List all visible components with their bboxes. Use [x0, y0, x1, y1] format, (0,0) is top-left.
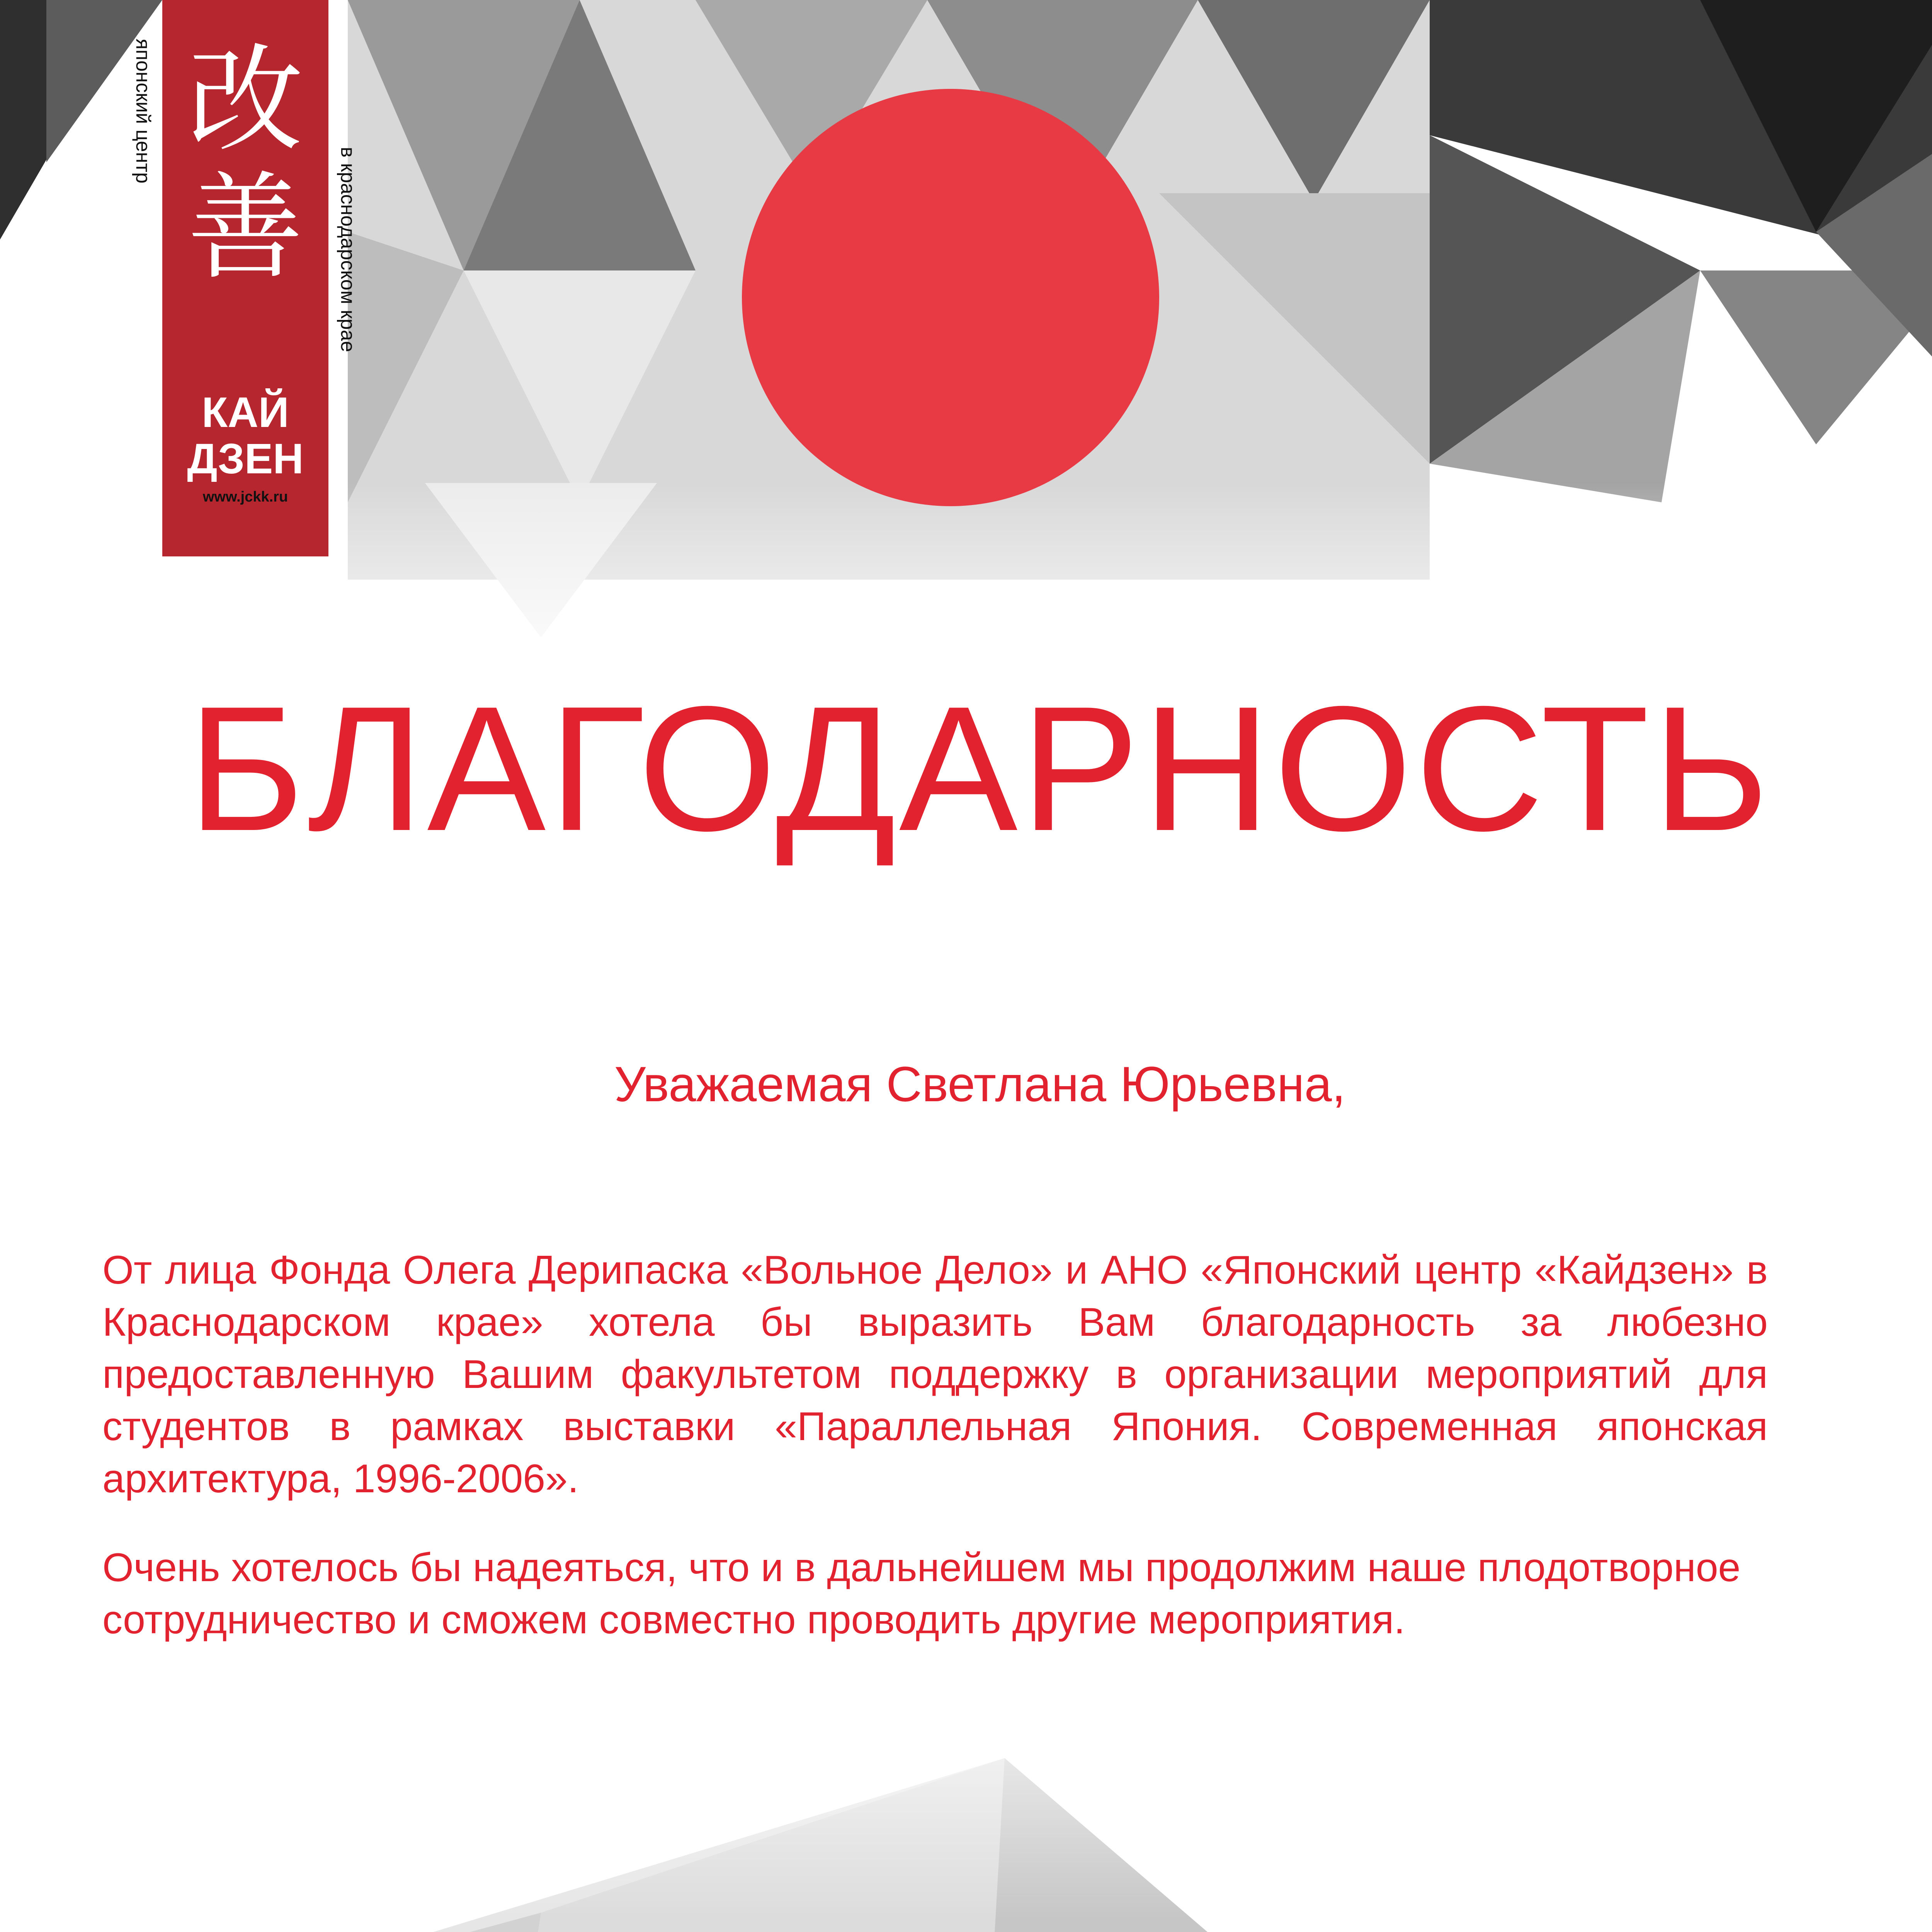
kaizen-vertical-right: в краснодарском крае: [337, 147, 359, 352]
building-photo: [0, 1642, 1932, 1932]
kaizen-name-line2: ДЗЕН: [187, 435, 304, 483]
paragraph-main: От лица Фонда Олега Дерипаска «Вольное Дело» и АНО «Японский центр «Кайдзен» в Краснодарском крае» хотела бы выразить Вам благодарность за любезно предоставленную Вашим факультетом поддержку в организации мероприятий для студентов в рамках выставки «Параллельная Япония. Современная японская архитектура, 1996-2006».: [102, 1248, 1768, 1501]
kaizen-logo: [162, 0, 328, 556]
kanji-kai: 改: [187, 33, 303, 168]
document-title: БЛАГОДАРНОСТЬ: [187, 670, 1772, 868]
kaizen-name-line1: КАЙ: [202, 389, 289, 436]
greeting: Уважаемая Светлана Юрьевна,: [614, 1057, 1346, 1112]
kanji-zen: 善: [187, 160, 303, 295]
paragraph-closing: Очень хотелось бы надеяться, что и в дальнейшем мы продолжим наше плодотворное сотрудничество и сможем совместно проводить другие мероприятия.: [102, 1545, 1741, 1642]
kaizen-url: www.jckk.ru: [202, 489, 288, 505]
kaizen-vertical-left: японский центр: [132, 39, 154, 184]
